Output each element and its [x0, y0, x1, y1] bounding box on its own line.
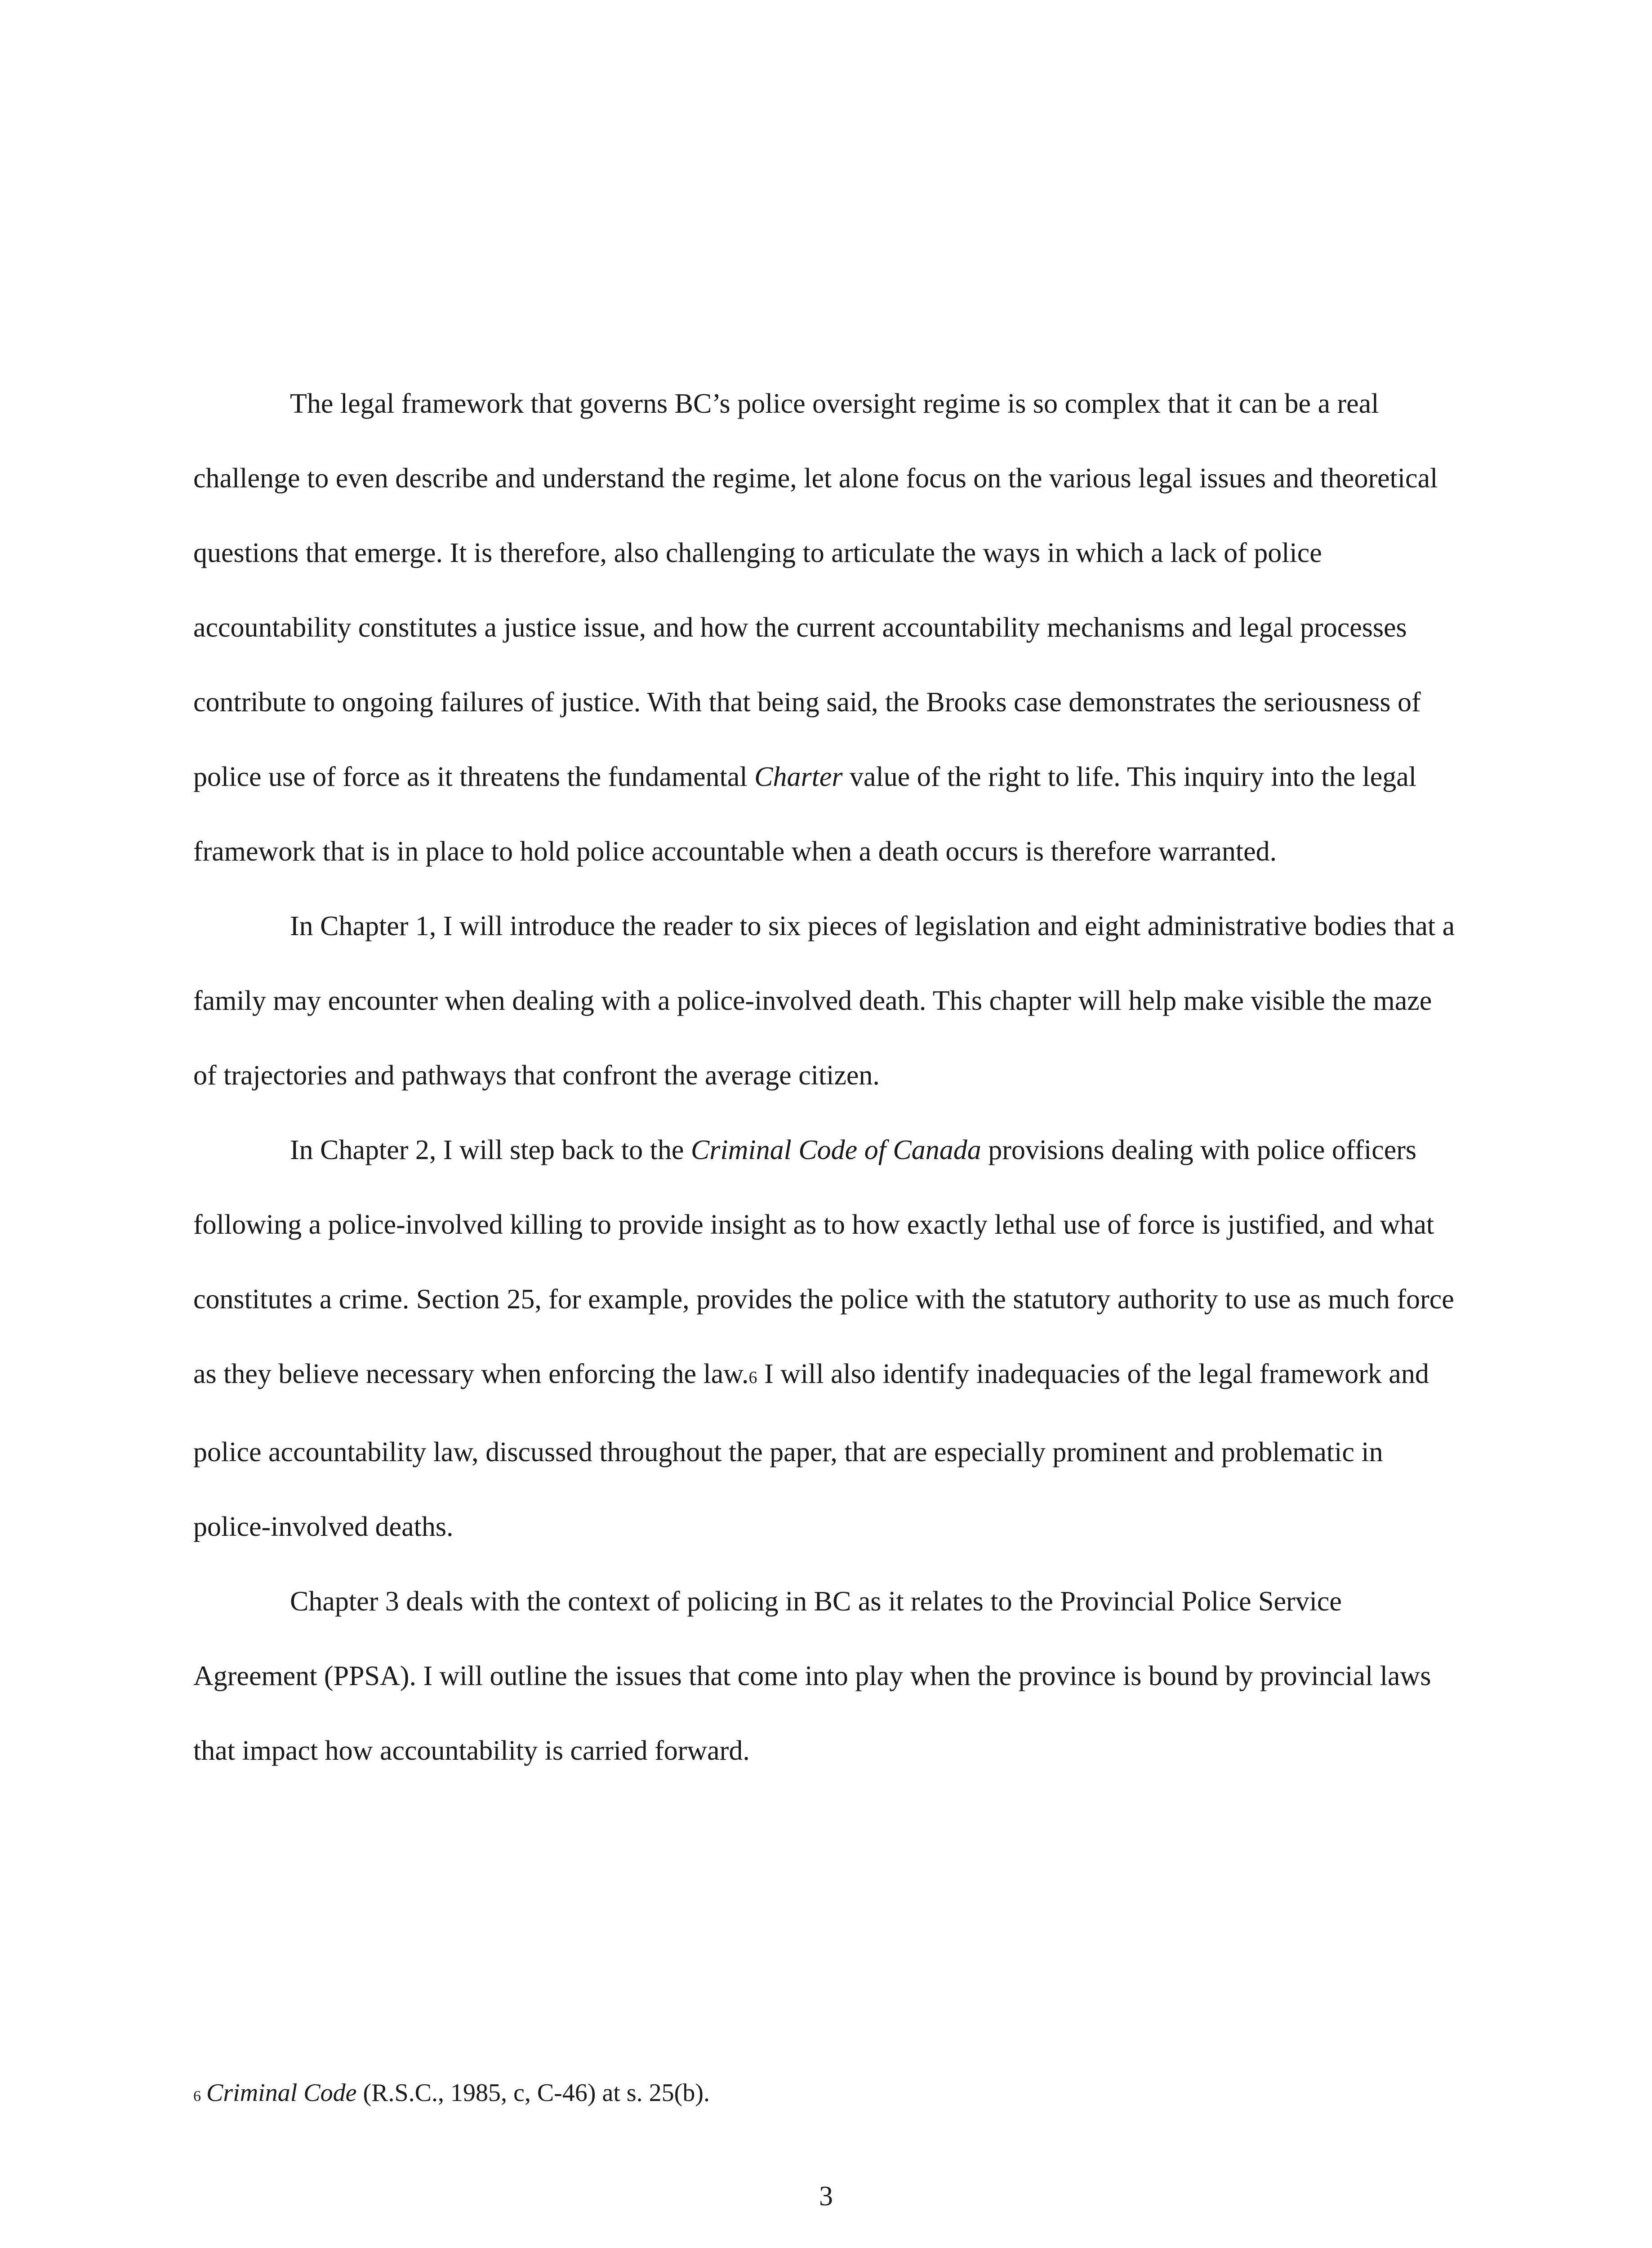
paragraph-4: [193, 1564, 1459, 1788]
paragraph-3-text-c: I will also identify inadequacies of the legal framework and police accountability law, discussed throughout the paper, that are especially prominent and problematic in police-involved deaths.: [193, 1359, 1429, 1542]
paragraph-1: [193, 366, 1459, 889]
paragraph-3-text-a: In Chapter 2, I will step back to the: [290, 1135, 691, 1165]
page-number: 3: [819, 2181, 833, 2212]
paragraph-1-text-a: The legal framework that governs BC’s police oversight regime is so complex that it can be a real challenge to even describe and understand the regime, let alone focus on the various legal issues and theoretical questions that emerge. It is therefore, also challenging to articulate the ways in which a lack of police accountability constitutes a justice issue, and how the current accountability mechanisms and legal processes contribute to ongoing failures of justice. With that being said, the Brooks case demonstrates the seriousness of police use of force as it threatens the fundamental: [193, 388, 1438, 792]
footnote-italic: Criminal Code: [206, 2079, 357, 2107]
body-text: [193, 366, 1459, 1788]
paragraph-1-text-b: value of the right to life. This inquiry into the legal framework that is in place to hold police accountable when a death occurs is therefore warranted.: [193, 762, 1416, 867]
footnote: [193, 2075, 1459, 2114]
paragraph-3: [193, 1113, 1459, 1564]
paragraph-4-text: Chapter 3 deals with the context of policing in BC as it relates to the Provincial Police Service Agreement (PPSA). I will outline the issues that come into play when the province is bound by provincial laws that impact how accountability is carried forward.: [193, 1586, 1431, 1766]
paragraph-2: [193, 889, 1459, 1113]
charter-italic: Charter: [754, 762, 843, 792]
footnote-reference[interactable]: 6: [748, 1368, 757, 1387]
footnote-marker: 6: [193, 2088, 201, 2105]
criminal-code-italic: Criminal Code of Canada: [690, 1135, 981, 1165]
paragraph-3-text-b: provisions dealing with police officers following a police-involved killing to provide insight as to how exactly lethal use of force is justified, and what constitutes a crime. Section 25, for example, provides the police with the statutory authority to use as much force as they believe necessary when enforcing the law.: [193, 1135, 1454, 1389]
footnote-text: (R.S.C., 1985, c, C-46) at s. 25(b).: [356, 2079, 710, 2107]
paragraph-2-text: In Chapter 1, I will introduce the reader to six pieces of legislation and eight administrative bodies that a family may encounter when dealing with a police-involved death. This chapter will help make visible the maze of trajectories and pathways that confront the average citizen.: [193, 911, 1455, 1091]
